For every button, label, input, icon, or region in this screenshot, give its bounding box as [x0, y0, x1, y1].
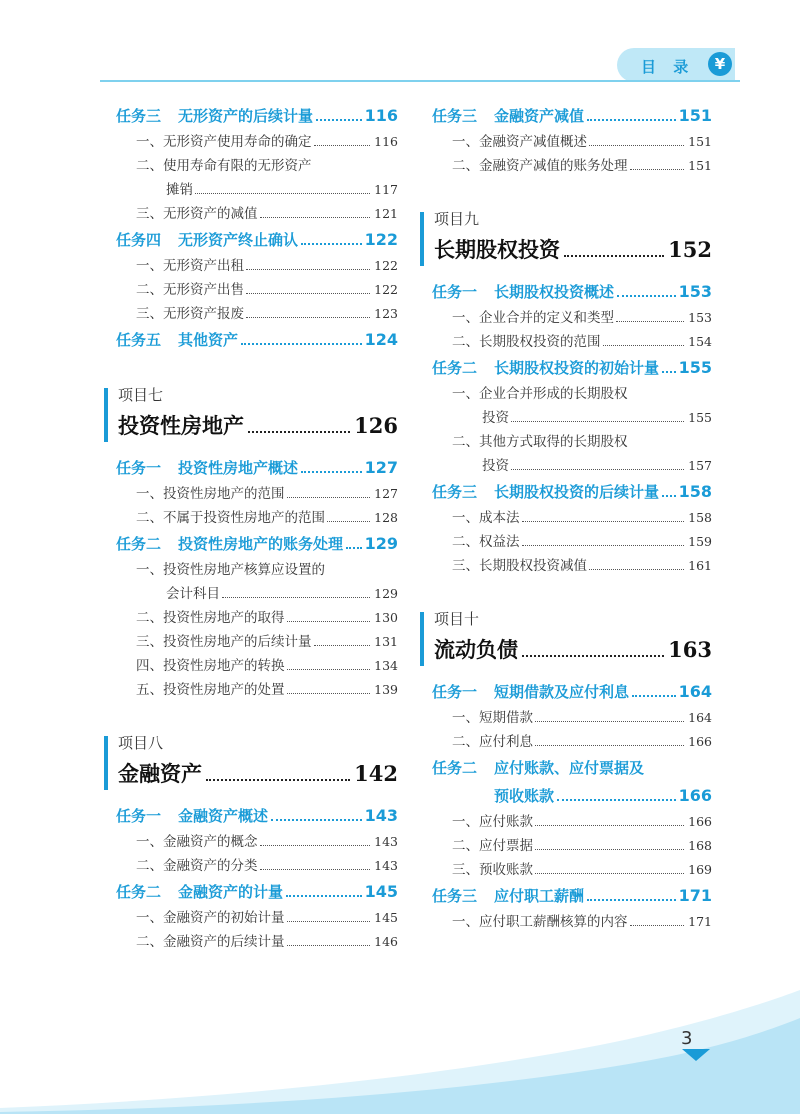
toc-item[interactable] [432, 506, 712, 530]
leader-dots [287, 693, 371, 694]
task-entry[interactable] [116, 802, 398, 830]
item-text: 一、企业合并的定义和类型 [452, 310, 614, 326]
toc-item[interactable] [432, 554, 712, 578]
toc-item[interactable] [116, 830, 398, 854]
task-title: 金融资产减值 [494, 107, 585, 125]
task-number: 任务三 [432, 887, 478, 905]
toc-item[interactable] [432, 430, 712, 454]
item-text: 二、权益法 [452, 534, 520, 550]
task-number: 任务五 [116, 331, 162, 349]
leader-dots [632, 695, 676, 697]
item-page: 129 [374, 586, 398, 601]
project-title-row [434, 232, 712, 268]
toc-item[interactable] [432, 306, 712, 330]
leader-dots [222, 597, 370, 598]
toc-item[interactable] [116, 630, 398, 654]
item-page: 121 [374, 206, 398, 221]
project-accent-bar [420, 612, 424, 666]
task-page: 158 [678, 482, 712, 501]
item-page: 161 [688, 558, 712, 573]
toc-item[interactable] [432, 330, 712, 354]
item-text: 二、其他方式取得的长期股权 [452, 434, 628, 450]
leader-dots [314, 645, 371, 646]
leader-dots [314, 145, 371, 146]
toc-item[interactable] [432, 858, 712, 882]
item-text: 投资 [482, 458, 509, 474]
item-page: 145 [374, 910, 398, 925]
task-number: 任务一 [432, 283, 478, 301]
leader-dots [587, 119, 676, 121]
toc-item[interactable] [432, 406, 712, 430]
toc-item[interactable] [116, 678, 398, 702]
item-page: 157 [688, 458, 712, 473]
item-page: 166 [688, 734, 712, 749]
task-entry[interactable] [116, 102, 398, 130]
project-page: 152 [668, 237, 712, 262]
leader-dots [535, 721, 684, 722]
toc-item[interactable] [116, 654, 398, 678]
item-text: 三、无形资产的减值 [136, 206, 258, 222]
toc-item[interactable] [432, 530, 712, 554]
task-title: 投资性房地产的账务处理 [178, 535, 344, 553]
item-page: 123 [374, 306, 398, 321]
task-title: 预收账款 [494, 787, 555, 805]
task-entry[interactable] [432, 354, 712, 382]
toc-item[interactable] [116, 202, 398, 226]
task-title: 金融资产的计量 [178, 883, 284, 901]
item-page: 128 [374, 510, 398, 525]
header-title: 目 录 [641, 58, 695, 76]
task-title: 投资性房地产概述 [178, 459, 299, 477]
item-text: 一、无形资产出租 [136, 258, 244, 274]
toc-item[interactable] [432, 810, 712, 834]
project-label: 项目八 [118, 734, 164, 752]
task-entry[interactable] [432, 278, 712, 306]
task-page: 145 [364, 882, 398, 901]
item-page: 155 [688, 410, 712, 425]
task-title: 应付账款、应付票据及 [494, 759, 645, 777]
task-entry[interactable] [116, 878, 398, 906]
leader-dots [535, 825, 684, 826]
task-title: 无形资产终止确认 [178, 231, 299, 249]
task-title: 应付职工薪酬 [494, 887, 585, 905]
leader-dots [260, 845, 371, 846]
toc-item[interactable] [116, 130, 398, 154]
page-arrow-icon [682, 1049, 710, 1061]
task-number: 任务二 [116, 535, 162, 553]
item-text: 三、长期股权投资减值 [452, 558, 587, 574]
leader-dots [535, 873, 684, 874]
project-page: 163 [668, 637, 712, 662]
item-page: 151 [688, 134, 712, 149]
toc-item[interactable] [116, 178, 398, 202]
toc-item[interactable] [432, 130, 712, 154]
item-text: 二、不属于投资性房地产的范围 [136, 510, 325, 526]
item-text: 二、金融资产的后续计量 [136, 934, 285, 950]
leader-dots [522, 521, 685, 522]
leader-dots [522, 545, 685, 546]
toc-item[interactable] [116, 506, 398, 530]
task-page: 127 [364, 458, 398, 477]
leader-dots [260, 217, 371, 218]
task-title: 长期股权投资概述 [494, 283, 615, 301]
item-text: 二、应付票据 [452, 838, 533, 854]
project-accent-bar [104, 736, 108, 790]
task-number: 任务二 [432, 359, 478, 377]
leader-dots [535, 745, 684, 746]
task-title: 金融资产概述 [178, 807, 269, 825]
toc-column-right [432, 102, 712, 934]
item-text: 一、短期借款 [452, 710, 533, 726]
project-title: 流动负债 [434, 638, 518, 662]
task-title: 无形资产的后续计量 [178, 107, 314, 125]
leader-dots [603, 345, 685, 346]
item-text: 一、金融资产的初始计量 [136, 910, 285, 926]
item-text: 二、长期股权投资的范围 [452, 334, 601, 350]
item-text: 投资 [482, 410, 509, 426]
spacer [116, 354, 398, 360]
leader-dots [287, 921, 371, 922]
task-number: 任务一 [432, 683, 478, 701]
task-number: 任务三 [432, 483, 478, 501]
toc-item[interactable] [116, 854, 398, 878]
item-text: 一、企业合并形成的长期股权 [452, 386, 628, 402]
item-page: 127 [374, 486, 398, 501]
leader-dots [346, 547, 362, 549]
leader-dots [616, 321, 684, 322]
project-page: 142 [354, 761, 398, 786]
item-page: 166 [688, 814, 712, 829]
task-page: 166 [678, 786, 712, 805]
project-heading [432, 606, 712, 668]
toc-item[interactable] [116, 302, 398, 326]
leader-dots [589, 145, 684, 146]
project-accent-bar [104, 388, 108, 442]
toc-item[interactable] [116, 582, 398, 606]
task-page: 155 [678, 358, 712, 377]
item-text: 一、投资性房地产的范围 [136, 486, 285, 502]
project-title: 金融资产 [118, 762, 202, 786]
item-page: 131 [374, 634, 398, 649]
leader-dots [587, 899, 676, 901]
leader-dots [630, 169, 685, 170]
task-page: 164 [678, 682, 712, 701]
leader-dots [662, 371, 676, 373]
project-heading [116, 730, 398, 792]
leader-dots [271, 819, 362, 821]
leader-dots [511, 421, 684, 422]
leader-dots [260, 869, 371, 870]
item-text: 一、应付职工薪酬核算的内容 [452, 914, 628, 930]
decorative-wave [0, 990, 800, 1114]
task-entry[interactable] [432, 882, 712, 910]
leader-dots [557, 799, 676, 801]
task-page: 153 [678, 282, 712, 301]
toc-item[interactable] [432, 154, 712, 178]
item-text: 三、无形资产报废 [136, 306, 244, 322]
leader-dots [301, 471, 362, 473]
toc-item[interactable] [432, 834, 712, 858]
toc-item[interactable] [116, 558, 398, 582]
leader-dots [630, 925, 685, 926]
project-title: 投资性房地产 [118, 414, 244, 438]
task-number: 任务四 [116, 231, 162, 249]
leader-dots [246, 317, 370, 318]
project-title: 长期股权投资 [434, 238, 560, 262]
toc-item[interactable] [116, 930, 398, 954]
leader-dots [287, 621, 371, 622]
leader-dots [246, 293, 370, 294]
leader-dots [564, 255, 664, 257]
item-text: 一、金融资产的概念 [136, 834, 258, 850]
project-heading [116, 382, 398, 444]
item-page: 134 [374, 658, 398, 673]
item-text: 二、无形资产出售 [136, 282, 244, 298]
task-number: 任务一 [116, 459, 162, 477]
leader-dots [327, 521, 370, 522]
toc-item[interactable] [116, 606, 398, 630]
item-text: 二、金融资产的分类 [136, 858, 258, 874]
toc-item[interactable] [116, 482, 398, 506]
item-text: 一、无形资产使用寿命的确定 [136, 134, 312, 150]
item-page: 143 [374, 858, 398, 873]
item-page: 146 [374, 934, 398, 949]
leader-dots [589, 569, 684, 570]
leader-dots [535, 849, 684, 850]
toc-item[interactable] [116, 906, 398, 930]
task-entry[interactable] [432, 478, 712, 506]
task-entry[interactable] [432, 754, 712, 782]
task-entry[interactable] [116, 530, 398, 558]
task-entry[interactable] [432, 782, 712, 810]
leader-dots [206, 779, 350, 781]
project-title-row [118, 408, 398, 444]
task-number: 任务三 [432, 107, 478, 125]
item-page: 117 [374, 182, 398, 197]
toc-item[interactable] [432, 454, 712, 478]
item-text: 五、投资性房地产的处置 [136, 682, 285, 698]
task-title: 其他资产 [178, 331, 239, 349]
item-page: 168 [688, 838, 712, 853]
leader-dots [241, 343, 362, 345]
leader-dots [195, 193, 370, 194]
leader-dots [316, 119, 362, 121]
task-entry[interactable] [116, 326, 398, 354]
toc-item[interactable] [116, 254, 398, 278]
item-page: 154 [688, 334, 712, 349]
toc-item[interactable] [432, 382, 712, 406]
leader-dots [287, 945, 371, 946]
task-page: 129 [364, 534, 398, 553]
toc-item[interactable] [432, 706, 712, 730]
project-page: 126 [354, 413, 398, 438]
item-text: 一、应付账款 [452, 814, 533, 830]
item-text: 二、使用寿命有限的无形资产 [136, 158, 312, 174]
item-text: 二、投资性房地产的取得 [136, 610, 285, 626]
leader-dots [301, 243, 362, 245]
item-page: 153 [688, 310, 712, 325]
toc-item[interactable] [432, 910, 712, 934]
task-number: 任务二 [432, 759, 478, 777]
task-page: 122 [364, 230, 398, 249]
item-page: 122 [374, 282, 398, 297]
task-entry[interactable] [432, 102, 712, 130]
task-entry[interactable] [116, 454, 398, 482]
item-page: 169 [688, 862, 712, 877]
task-page: 124 [364, 330, 398, 349]
page-number: 3 [681, 1028, 693, 1049]
task-title: 短期借款及应付利息 [494, 683, 630, 701]
toc-item[interactable] [116, 154, 398, 178]
project-label: 项目七 [118, 386, 164, 404]
task-number: 任务二 [116, 883, 162, 901]
task-entry[interactable] [116, 226, 398, 254]
item-page: 171 [688, 914, 712, 929]
task-page: 151 [678, 106, 712, 125]
item-page: 122 [374, 258, 398, 273]
task-number: 任务一 [116, 807, 162, 825]
leader-dots [287, 497, 371, 498]
leader-dots [246, 269, 370, 270]
item-text: 三、投资性房地产的后续计量 [136, 634, 312, 650]
item-text: 二、金融资产减值的账务处理 [452, 158, 628, 174]
leader-dots [662, 495, 676, 497]
item-text: 一、成本法 [452, 510, 520, 526]
leader-dots [511, 469, 684, 470]
item-page: 164 [688, 710, 712, 725]
item-page: 139 [374, 682, 398, 697]
item-text: 一、投资性房地产核算应设置的 [136, 562, 325, 578]
item-text: 三、预收账款 [452, 862, 533, 878]
project-title-row [434, 632, 712, 668]
header-rule [100, 80, 740, 82]
item-text: 摊销 [166, 182, 193, 198]
item-page: 159 [688, 534, 712, 549]
yen-icon: ¥ [708, 52, 732, 76]
leader-dots [286, 895, 362, 897]
project-title-row [118, 756, 398, 792]
toc-item[interactable] [116, 278, 398, 302]
item-page: 151 [688, 158, 712, 173]
toc-item[interactable] [432, 730, 712, 754]
leader-dots [522, 655, 664, 657]
project-accent-bar [420, 212, 424, 266]
leader-dots [287, 669, 371, 670]
item-page: 158 [688, 510, 712, 525]
item-text: 会计科目 [166, 586, 220, 602]
task-number: 任务三 [116, 107, 162, 125]
project-heading [432, 206, 712, 268]
task-page: 171 [678, 886, 712, 905]
task-entry[interactable] [432, 678, 712, 706]
spacer [432, 178, 712, 184]
item-text: 四、投资性房地产的转换 [136, 658, 285, 674]
spacer [432, 578, 712, 584]
item-page: 130 [374, 610, 398, 625]
leader-dots [617, 295, 676, 297]
task-page: 116 [364, 106, 398, 125]
item-page: 143 [374, 834, 398, 849]
toc-column-left [116, 102, 398, 954]
task-title: 长期股权投资的后续计量 [494, 483, 660, 501]
spacer [116, 702, 398, 708]
project-label: 项目九 [434, 210, 480, 228]
leader-dots [248, 431, 350, 433]
item-page: 116 [374, 134, 398, 149]
item-text: 二、应付利息 [452, 734, 533, 750]
project-label: 项目十 [434, 610, 480, 628]
task-page: 143 [364, 806, 398, 825]
task-title: 长期股权投资的初始计量 [494, 359, 660, 377]
item-text: 一、金融资产减值概述 [452, 134, 587, 150]
